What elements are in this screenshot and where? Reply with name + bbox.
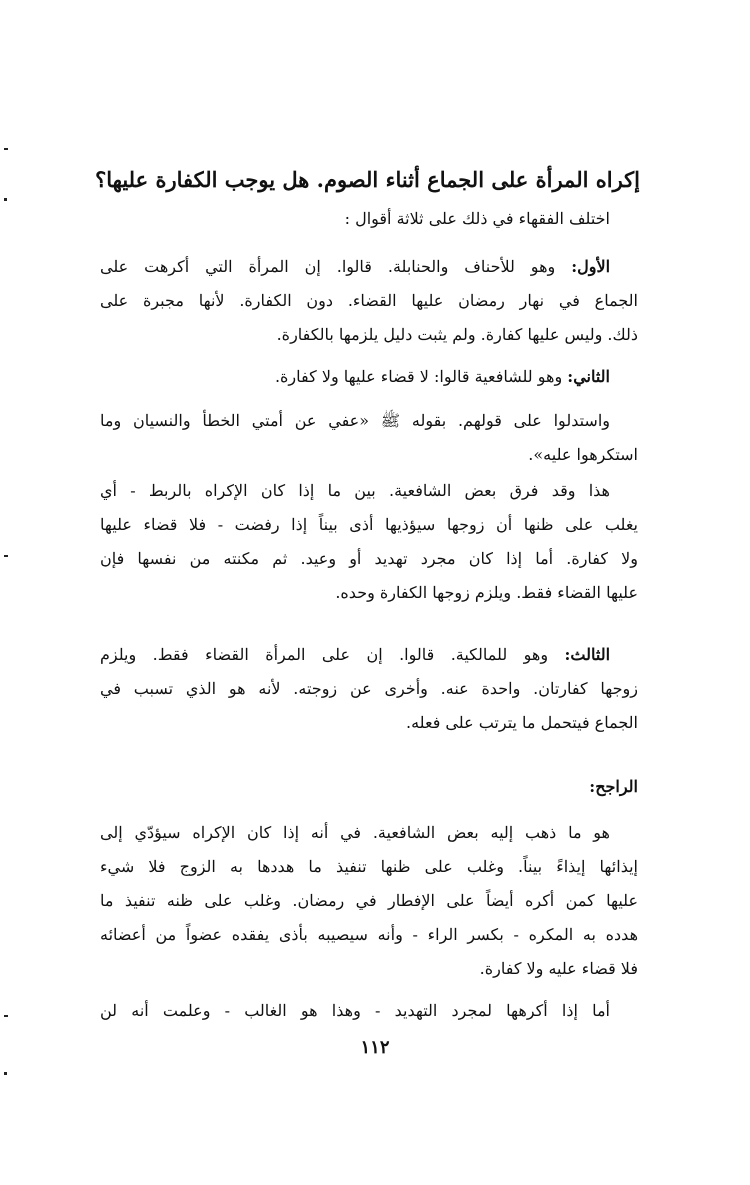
- third-opinion-line: زوجها كفارتان. واحدة عنه. وأخرى عن زوجته. لأنه هو الذي تسبب في: [100, 679, 638, 698]
- distinction-line: يغلب على ظنها أن زوجها سيؤذيها أذى بيناً إذا رفضت - فلا قضاء عليها: [100, 515, 638, 534]
- page-number: ١١٢: [360, 1037, 390, 1058]
- preferred-line: عليها كمن أكره أيضاً على الإفطار في رمضان. وغلب على ظنه تنفيذ ما: [100, 891, 638, 910]
- scan-mark: [4, 1015, 8, 1017]
- second-opinion-label: الثاني:: [567, 367, 610, 386]
- preferred-line: إيذائها إيذاءً بيناً. وغلب على ظنها تنفيذ ما هددها به الزوج فلا شيء: [100, 857, 638, 876]
- evidence-line: استكرهوا عليه».: [528, 445, 638, 464]
- first-opinion-text: وهو للأحناف والحنابلة. قالوا. إن المرأة التي أكرهت على: [100, 257, 556, 276]
- preferred-label: الراجح:: [589, 777, 638, 796]
- scan-mark: [4, 148, 8, 150]
- distinction-line: هذا وقد فرق بعض الشافعية. بين ما إذا كان الإكراه بالربط - أي: [100, 481, 610, 500]
- third-opinion-label: الثالث:: [564, 645, 611, 664]
- preferred-last-line: أما إذا أكرهها لمجرد التهديد - وهذا هو الغالب - وعلمت أنه لن: [100, 1001, 610, 1020]
- evidence-line: واستدلوا على قولهم. بقوله ﷺ «عفي عن أمتي الخطأ والنسيان وما: [100, 411, 610, 430]
- first-opinion-line: [100, 252, 610, 282]
- preferred-line: هدده به المكره - بكسر الراء - وأنه سيصيبه بأذى يفقده عضواً من أعضائه: [100, 925, 638, 944]
- first-opinion-line: ذلك. وليس عليها كفارة. ولم يثبت دليل يلزمها بالكفارة.: [276, 325, 638, 344]
- scan-mark: [4, 198, 7, 201]
- third-opinion-line: [100, 640, 610, 670]
- first-opinion-line: الجماع في نهار رمضان عليها القضاء. دون الكفارة. لأنها مجبرة على: [100, 291, 638, 310]
- preferred-line: هو ما ذهب إليه بعض الشافعية. في أنه إذا كان الإكراه سيؤدّي إلى: [100, 823, 610, 842]
- distinction-line: ولا كفارة. أما إذا كان مجرد تهديد أو وعيد. ثم مكنته من نفسها فإن: [100, 549, 638, 568]
- third-opinion-text: وهو للمالكية. قالوا. إن على المرأة القضاء فقط. ويلزم: [100, 645, 549, 664]
- scan-mark: [4, 555, 8, 557]
- first-opinion-label: الأول:: [571, 257, 611, 276]
- distinction-line: عليها القضاء فقط. ويلزم زوجها الكفارة وحده.: [335, 583, 638, 602]
- third-opinion-line: الجماع فيتحمل ما يترتب على فعله.: [406, 713, 638, 732]
- preferred-line: فلا قضاء عليه ولا كفارة.: [479, 959, 638, 978]
- second-opinion-text: وهو للشافعية قالوا: لا قضاء عليها ولا كفارة.: [274, 367, 563, 386]
- section-heading: إكراه المرأة على الجماع أثناء الصوم. هل يوجب الكفارة عليها؟: [95, 167, 640, 192]
- second-opinion-line: [100, 362, 610, 392]
- preferred-heading: [100, 772, 638, 802]
- intro-line: اختلف الفقهاء في ذلك على ثلاثة أقوال :: [344, 209, 610, 228]
- scan-mark: [4, 1072, 7, 1075]
